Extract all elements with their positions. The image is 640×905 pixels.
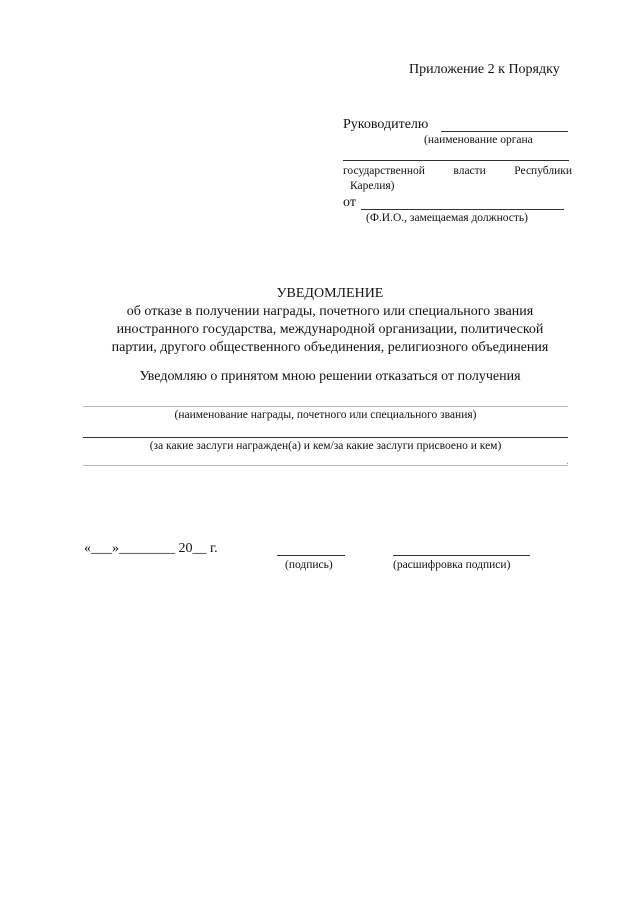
org-name-hint: (наименование органа — [424, 134, 533, 146]
award-name-hint: (наименование награды, почетного или специального звания) — [174, 409, 477, 421]
gov-authority-line-end: Карелия) — [350, 180, 395, 192]
appendix-reference: Приложение 2 к Порядку — [409, 62, 560, 77]
document-subtitle-line-2: иностранного государства, международной организации, политической — [116, 322, 544, 337]
addressee-fill-line — [441, 131, 568, 132]
date-field: «___»________ 20__ г. — [84, 541, 218, 556]
org-name-fill-line — [343, 160, 569, 161]
merit-hint: (за какие заслуги награжден(а) и кем/за какие заслуги присвоено и кем) — [149, 440, 502, 452]
from-fill-line — [361, 209, 564, 210]
award-fill-line — [83, 406, 568, 407]
notification-statement: Уведомляю о принятом мною решении отказаться от получения — [139, 369, 521, 384]
document-subtitle-line-3: партии, другого общественного объединения, религиозного объединения — [111, 340, 549, 355]
person-hint: (Ф.И.О., замещаемая должность) — [366, 212, 528, 224]
document-subtitle-line-1: об отказе в получении награды, почетного или специального звания — [126, 304, 534, 319]
from-label: от — [343, 195, 356, 210]
signature-fill-line — [277, 555, 345, 556]
gov-authority-line: государственной власти Республики — [343, 165, 572, 177]
addressee-label: Руководителю — [343, 117, 429, 132]
trailing-mark: . — [566, 455, 569, 467]
signature-decode-fill-line — [393, 555, 530, 556]
extra-fill-line — [83, 465, 568, 466]
signature-decode-hint: (расшифровка подписи) — [393, 559, 511, 571]
signature-hint: (подпись) — [285, 559, 333, 571]
merit-fill-line — [83, 437, 568, 438]
document-title: УВЕДОМЛЕНИЕ — [276, 286, 384, 301]
